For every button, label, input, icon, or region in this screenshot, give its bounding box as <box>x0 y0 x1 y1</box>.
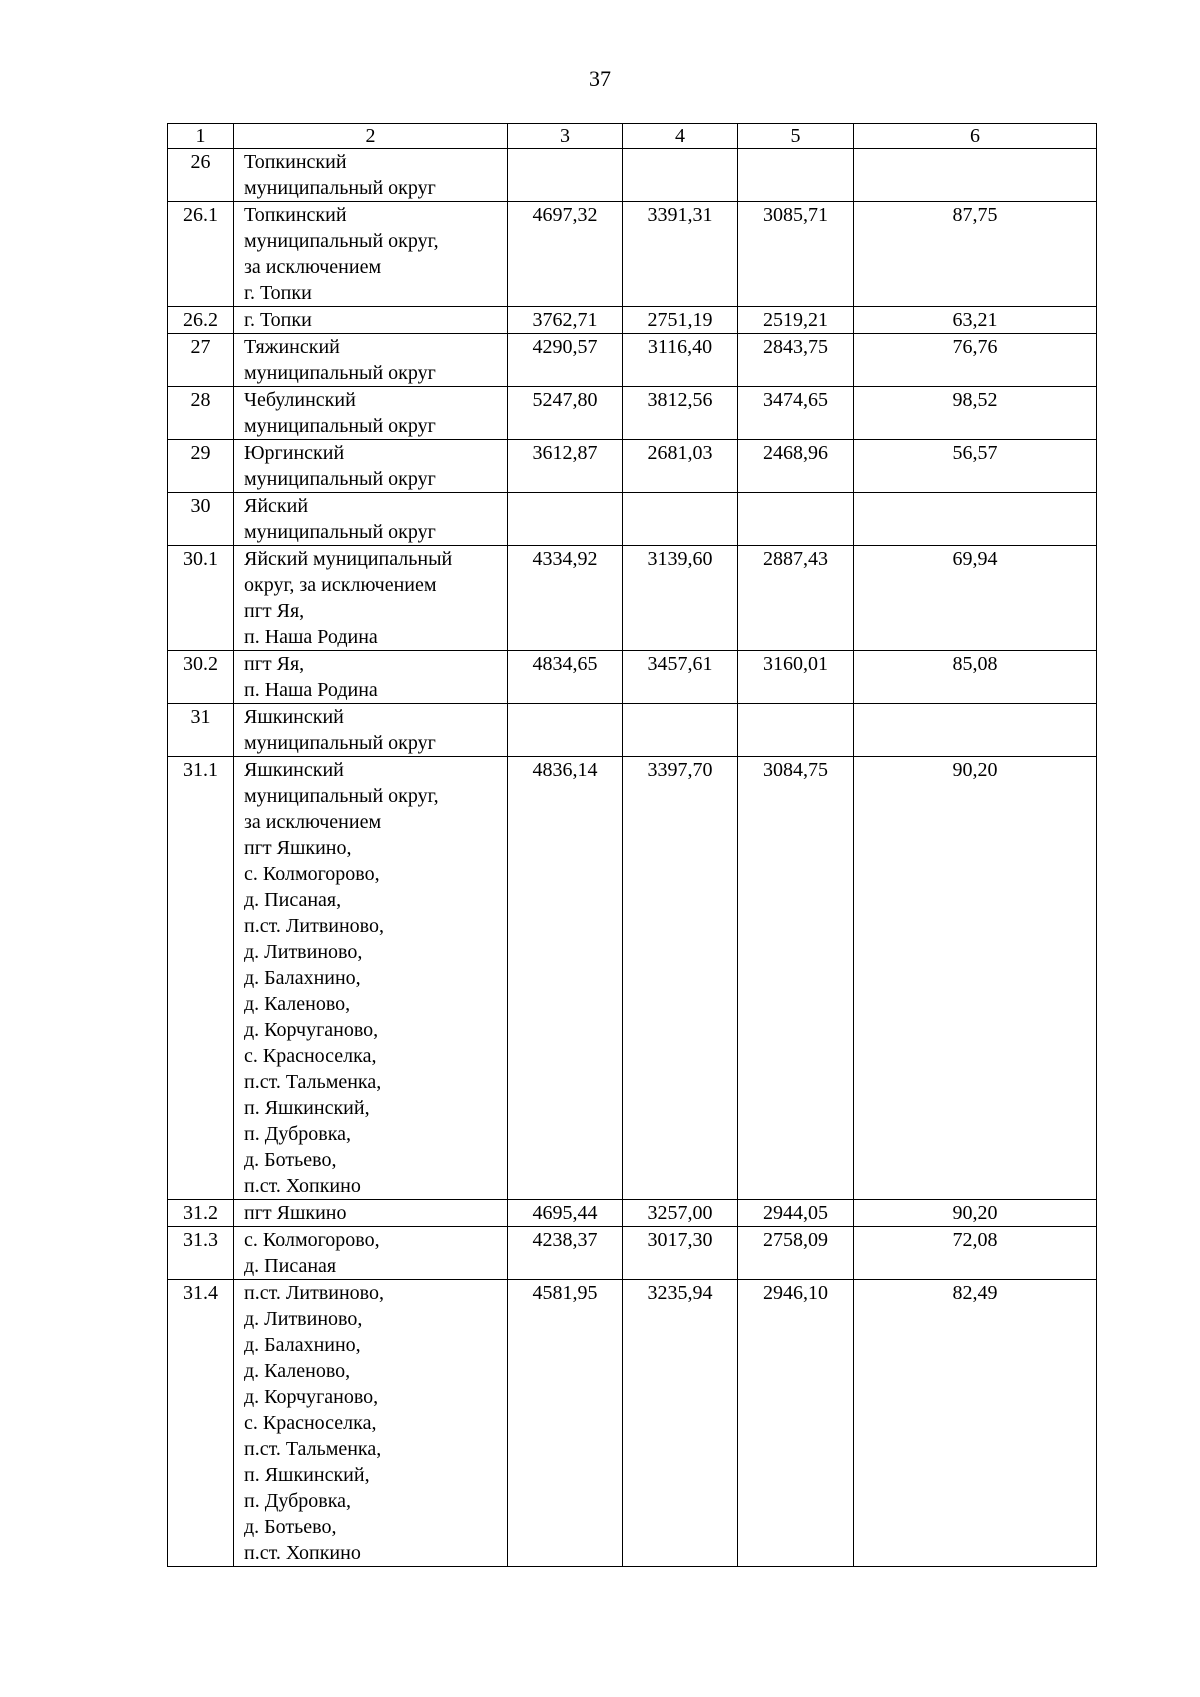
territory-name-line: д. Каленово, <box>244 993 351 1015</box>
value-cell-col3: 3612,87 <box>508 440 623 493</box>
value-cell-col6: 90,20 <box>854 757 1097 1200</box>
territory-name-line: муниципальный округ <box>244 415 436 437</box>
territory-name-cell <box>234 202 508 307</box>
row-number-cell: 27 <box>168 334 234 387</box>
territory-name-line: д. Ботьево, <box>244 1516 337 1538</box>
table-row <box>168 1227 1097 1280</box>
value-cell-col3: 4238,37 <box>508 1227 623 1280</box>
row-number-cell: 31.3 <box>168 1227 234 1280</box>
value-cell-col5: 2944,05 <box>738 1200 854 1227</box>
value-cell-col5: 2887,43 <box>738 546 854 651</box>
territory-name-line: д. Писаная <box>244 1255 337 1277</box>
table-row <box>168 1200 1097 1227</box>
row-number-cell: 28 <box>168 387 234 440</box>
value-cell-col4: 3391,31 <box>623 202 738 307</box>
territory-name-cell <box>234 704 508 757</box>
territory-name-line: п. Наша Родина <box>244 679 378 701</box>
header-cell-4: 4 <box>623 124 738 149</box>
territory-name-line: д. Балахнино, <box>244 1334 361 1356</box>
territory-name-cell <box>234 440 508 493</box>
territory-name-cell <box>234 493 508 546</box>
territory-name-cell <box>234 546 508 651</box>
table-row <box>168 334 1097 387</box>
territory-name-line: п. Наша Родина <box>244 626 378 648</box>
value-cell-col3 <box>508 493 623 546</box>
territory-name-line: д. Каленово, <box>244 1360 351 1382</box>
territory-name-line: д. Корчуганово, <box>244 1386 379 1408</box>
value-cell-col3: 4290,57 <box>508 334 623 387</box>
territory-name-line: с. Колмогорово, <box>244 1229 380 1251</box>
value-cell-col5: 2468,96 <box>738 440 854 493</box>
value-cell-col4 <box>623 704 738 757</box>
table-row <box>168 1280 1097 1567</box>
territory-name-line: п. Яшкинский, <box>244 1464 370 1486</box>
row-number-cell: 30 <box>168 493 234 546</box>
territory-name-line: с. Красноселка, <box>244 1045 377 1067</box>
row-number-cell: 31.4 <box>168 1280 234 1567</box>
value-cell-col4: 2751,19 <box>623 307 738 334</box>
value-cell-col3: 4697,32 <box>508 202 623 307</box>
territory-name-line: муниципальный округ <box>244 468 436 490</box>
territory-name-line: п. Дубровка, <box>244 1123 351 1145</box>
territory-name-line: п.ст. Литвиново, <box>244 1282 384 1304</box>
value-cell-col3: 4581,95 <box>508 1280 623 1567</box>
value-cell-col4: 3257,00 <box>623 1200 738 1227</box>
territory-name-line: д. Писаная, <box>244 889 342 911</box>
table-header-row <box>168 124 1097 149</box>
territory-name-cell <box>234 757 508 1200</box>
header-cell-2: 2 <box>234 124 508 149</box>
territory-name-line: п. Яшкинский, <box>244 1097 370 1119</box>
territory-name-line: Яшкинский <box>244 706 344 728</box>
territory-name-line: Тяжинский <box>244 336 340 358</box>
territory-name-line: пгт Яшкино, <box>244 837 352 859</box>
value-cell-col5: 3474,65 <box>738 387 854 440</box>
territory-name-line: муниципальный округ <box>244 732 436 754</box>
territory-name-cell <box>234 1280 508 1567</box>
row-number-cell: 30.2 <box>168 651 234 704</box>
value-cell-col5: 2843,75 <box>738 334 854 387</box>
territory-name-line: Чебулинский <box>244 389 356 411</box>
territory-name-line: д. Корчуганово, <box>244 1019 379 1041</box>
row-number-cell: 26 <box>168 149 234 202</box>
table-row <box>168 546 1097 651</box>
value-cell-col6: 63,21 <box>854 307 1097 334</box>
territory-name-line: д. Ботьево, <box>244 1149 337 1171</box>
row-number-cell: 31.1 <box>168 757 234 1200</box>
value-cell-col6: 69,94 <box>854 546 1097 651</box>
table-row <box>168 387 1097 440</box>
value-cell-col4: 3397,70 <box>623 757 738 1200</box>
territory-name-line: Юргинский <box>244 442 345 464</box>
territory-name-line: Яшкинский <box>244 759 344 781</box>
value-cell-col5: 3084,75 <box>738 757 854 1200</box>
territory-name-line: пгт Яя, <box>244 653 305 675</box>
value-cell-col5: 3160,01 <box>738 651 854 704</box>
row-number-cell: 31 <box>168 704 234 757</box>
row-number-cell: 26.2 <box>168 307 234 334</box>
territory-name-line: Яйский муниципальный <box>244 548 453 570</box>
value-cell-col5 <box>738 704 854 757</box>
territory-name-line: пгт Яя, <box>244 600 305 622</box>
territory-name-line: п.ст. Хопкино <box>244 1542 361 1564</box>
value-cell-col3 <box>508 704 623 757</box>
table-row <box>168 307 1097 334</box>
table-row <box>168 440 1097 493</box>
value-cell-col5: 2758,09 <box>738 1227 854 1280</box>
value-cell-col4: 3812,56 <box>623 387 738 440</box>
territory-name-line: пгт Яшкино <box>244 1202 347 1224</box>
value-cell-col3: 4834,65 <box>508 651 623 704</box>
header-cell-5: 5 <box>738 124 854 149</box>
header-cell-3: 3 <box>508 124 623 149</box>
territory-name-line: п.ст. Тальменка, <box>244 1438 382 1460</box>
value-cell-col6: 82,49 <box>854 1280 1097 1567</box>
territory-name-line: д. Литвиново, <box>244 941 363 963</box>
value-cell-col4: 3139,60 <box>623 546 738 651</box>
row-number-cell: 30.1 <box>168 546 234 651</box>
value-cell-col4: 3457,61 <box>623 651 738 704</box>
value-cell-col6: 98,52 <box>854 387 1097 440</box>
value-cell-col5: 3085,71 <box>738 202 854 307</box>
territory-name-line: п.ст. Литвиново, <box>244 915 384 937</box>
header-cell-6: 6 <box>854 124 1097 149</box>
page-number: 37 <box>589 66 611 91</box>
territory-name-cell <box>234 307 508 334</box>
territory-name-line: округ, за исключением <box>244 574 437 596</box>
territory-name-line: муниципальный округ <box>244 362 436 384</box>
value-cell-col6: 87,75 <box>854 202 1097 307</box>
territory-name-line: муниципальный округ <box>244 177 436 199</box>
table-row <box>168 493 1097 546</box>
territory-name-line: муниципальный округ, <box>244 230 439 252</box>
territory-name-line: п.ст. Хопкино <box>244 1175 361 1197</box>
value-cell-col4: 3235,94 <box>623 1280 738 1567</box>
table-row <box>168 202 1097 307</box>
value-cell-col4 <box>623 149 738 202</box>
territory-name-line: Топкинский <box>244 204 347 226</box>
value-cell-col4: 3116,40 <box>623 334 738 387</box>
territory-name-line: д. Балахнино, <box>244 967 361 989</box>
territory-name-cell <box>234 334 508 387</box>
territory-name-cell <box>234 149 508 202</box>
territory-name-line: с. Колмогорово, <box>244 863 380 885</box>
value-cell-col6 <box>854 493 1097 546</box>
value-cell-col3: 5247,80 <box>508 387 623 440</box>
territory-name-cell <box>234 387 508 440</box>
table-body <box>168 124 1097 1567</box>
value-cell-col4 <box>623 493 738 546</box>
territory-name-line: п.ст. Тальменка, <box>244 1071 382 1093</box>
table-row <box>168 149 1097 202</box>
territory-name-line: Топкинский <box>244 151 347 173</box>
value-cell-col6: 85,08 <box>854 651 1097 704</box>
territory-name-cell <box>234 1200 508 1227</box>
table-row <box>168 651 1097 704</box>
value-cell-col6: 76,76 <box>854 334 1097 387</box>
table-row <box>168 704 1097 757</box>
value-cell-col3: 3762,71 <box>508 307 623 334</box>
territory-name-line: п. Дубровка, <box>244 1490 351 1512</box>
territory-name-line: Яйский <box>244 495 309 517</box>
value-cell-col6 <box>854 149 1097 202</box>
value-cell-col6: 72,08 <box>854 1227 1097 1280</box>
territory-name-line: г. Топки <box>244 282 312 304</box>
territory-name-cell <box>234 651 508 704</box>
value-cell-col3: 4836,14 <box>508 757 623 1200</box>
data-table <box>167 123 1097 1567</box>
value-cell-col4: 3017,30 <box>623 1227 738 1280</box>
territory-name-line: муниципальный округ, <box>244 785 439 807</box>
row-number-cell: 31.2 <box>168 1200 234 1227</box>
value-cell-col3 <box>508 149 623 202</box>
value-cell-col4: 2681,03 <box>623 440 738 493</box>
territory-name-line: д. Литвиново, <box>244 1308 363 1330</box>
row-number-cell: 29 <box>168 440 234 493</box>
header-cell-1: 1 <box>168 124 234 149</box>
value-cell-col5 <box>738 149 854 202</box>
territory-name-line: за исключением <box>244 811 382 833</box>
row-number-cell: 26.1 <box>168 202 234 307</box>
territory-name-cell <box>234 1227 508 1280</box>
value-cell-col3: 4695,44 <box>508 1200 623 1227</box>
value-cell-col3: 4334,92 <box>508 546 623 651</box>
territory-name-line: муниципальный округ <box>244 521 436 543</box>
territory-name-line: г. Топки <box>244 309 312 331</box>
territory-name-line: за исключением <box>244 256 382 278</box>
territory-name-line: с. Красноселка, <box>244 1412 377 1434</box>
value-cell-col6 <box>854 704 1097 757</box>
value-cell-col6: 56,57 <box>854 440 1097 493</box>
value-cell-col6: 90,20 <box>854 1200 1097 1227</box>
value-cell-col5: 2519,21 <box>738 307 854 334</box>
value-cell-col5: 2946,10 <box>738 1280 854 1567</box>
value-cell-col5 <box>738 493 854 546</box>
table-row <box>168 757 1097 1200</box>
